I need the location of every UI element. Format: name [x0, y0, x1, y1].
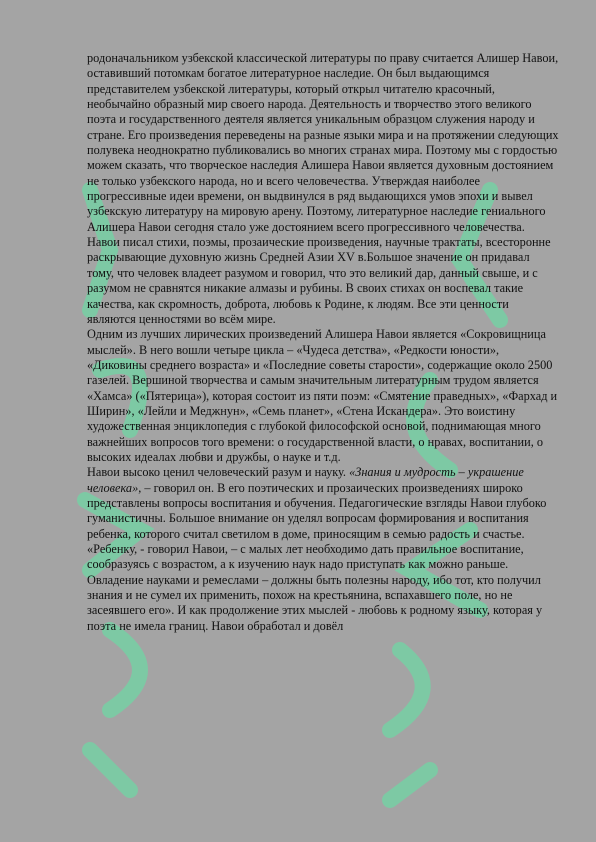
- paragraph-4-rest: , – говорил он. В его поэтических и прозаических произведениях широко представлены вопросы воспитания и обучения. Педагогические взгляды Навои глубоко гуманистичны. Большое внимание он уделял вопросам формирования и воспитания ребенка, которого считал светилом в доме, приносящим в семью радость и счастье. «Ребенку, - говорил Навои, – с малых лет необходимо дать правильное воспитание, сообразуясь с возрастом, а к изучению наук надо приступать как можно раньше. Овладение науками и ремеслами – должны быть полезны народу, ибо тот, кто получил знания и не сумел их применить, похож на крестьянина, вспахавшего поле, но не засеявшего его». И как продолжение этих мыслей - любовь к родному языку, которая у поэта не имела границ. Навои обработал и довёл: [87, 480, 547, 633]
- paragraph-2: Навои писал стихи, поэмы, прозаические произведения, научные трактаты, всесторонне раскрывающие духовную жизнь Средней Азии XV в.Большое значение он придавал тому, что человек владеет разумом и говорил, что это великий дар, данный свыше, и с разумом не сравнятся никакие алмазы и рубины. В своих стихах он воспевал такие качества, как скромность, доброта, любовь к Родине, к людям. Все эти ценности являются ценностями во всём мире.: [87, 235, 551, 326]
- document-body: [87, 51, 559, 634]
- paragraph-1: родоначальником узбекской классической литературы по праву считается Алишер Навои, оставивший потомкам богатое литературное наследие. Он был выдающимся представителем узбекской литературы, который открыл читателю красочный, необычайно образный мир своего народа. Деятельность и творчество этого великого поэта и государственного деятеля является уникальным образцом служения народу и стране. Его произведения переведены на разные языки мира и на протяжении следующих полувека неоднократно публиковались во многих странах мира. Поэтому мы с гордостью можем сказать, что творческое наследия Алишера Навои является духовным достоянием не только узбекского народа, но и всего человечества. Утверждая наиболее прогрессивные идеи времени, он выдвинулся в ряд выдающихся умов эпохи и вывел узбекскую литературу на мировую арену. Поэтому, литературное наследие гениального Алишера Навои сегодня стало уже достоянием всего прогрессивного человечества.: [87, 51, 559, 234]
- paragraph-4: [87, 465, 559, 634]
- paragraph-4-start: Навои высоко ценил человеческий разум и науку.: [87, 465, 350, 480]
- quote-knowledge: «Знания и мудрость – украшение человека»: [87, 465, 524, 495]
- paragraph-3: Одним из лучших лирических произведений Алишера Навои является «Сокровищница мыслей». В него вошли четыре цикла – «Чудеса детства», «Редкости юности», «Диковины среднего возраста» и «Последние советы старости», содержащие около 2500 газелей. Вершиной творчества и самым значительным литературным трудом является «Хамса» («Пятерица»), которая состоит из пяти поэм: «Смятение праведных», «Фархад и Ширин», «Лейли и Меджнун», «Семь планет», «Стена Искандера». Это воистину художественная энциклопедия с глубокой философской основой, поднимающая много важнейших вопросов того времени: о государственной власти, о нравах, воспитании, о высоких идеалах любви и дружбы, о науке и т.д.: [87, 327, 558, 464]
